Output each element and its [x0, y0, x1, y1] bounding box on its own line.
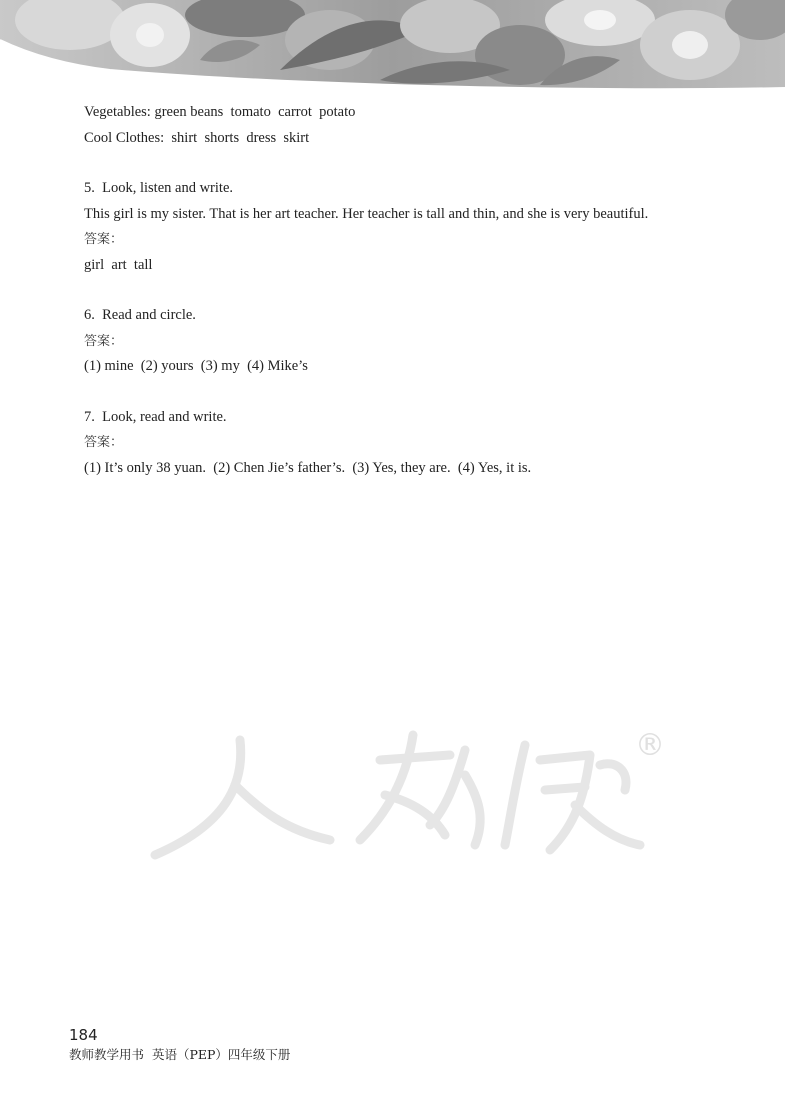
spacer: [84, 380, 784, 405]
section-5-answer-label: 答案：: [84, 232, 124, 247]
section-6-answer-label: 答案：: [84, 333, 124, 349]
publisher-watermark: [145, 715, 665, 875]
page-footer: [62, 1010, 290, 1064]
floral-banner-image: [0, 0, 785, 92]
section-6: [84, 303, 784, 380]
section-5-answer: girl art tall: [84, 256, 153, 273]
header-banner: [0, 0, 785, 92]
spacer: [84, 278, 784, 303]
vegetables-line: Vegetables: green beans tomato carrot potato: [84, 104, 356, 120]
book-title: 教师教学用书 英语（PEP）四年级下册: [69, 1047, 291, 1062]
section-5-text: This girl is my sister. That is her art teacher. Her teacher is tall and thin, and she is very beautiful.: [84, 205, 649, 222]
section-7-answer-label: 答案：: [84, 435, 124, 450]
registered-mark: ®: [635, 728, 665, 763]
section-6-answer: (1) mine (2) yours (3) my (4) Mike’s: [84, 358, 308, 374]
spacer: [84, 151, 784, 176]
calligraphy-watermark-image: [145, 715, 665, 875]
section-6-heading: 6. Read and circle.: [84, 307, 196, 323]
page-number: 184: [69, 1026, 98, 1044]
section-7-heading: 7. Look, read and write.: [84, 408, 227, 425]
cool-clothes-line: Cool Clothes: shirt shorts dress skirt: [84, 129, 310, 146]
section-7-answer: (1) It’s only 38 yuan. (2) Chen Jie’s father’s. (3) Yes, they are. (4) Yes, it is.: [84, 459, 532, 476]
section-7: [84, 405, 784, 482]
answer-content: [84, 100, 784, 481]
section-5-heading: 5. Look, listen and write.: [84, 180, 234, 196]
section-5: [84, 176, 784, 278]
